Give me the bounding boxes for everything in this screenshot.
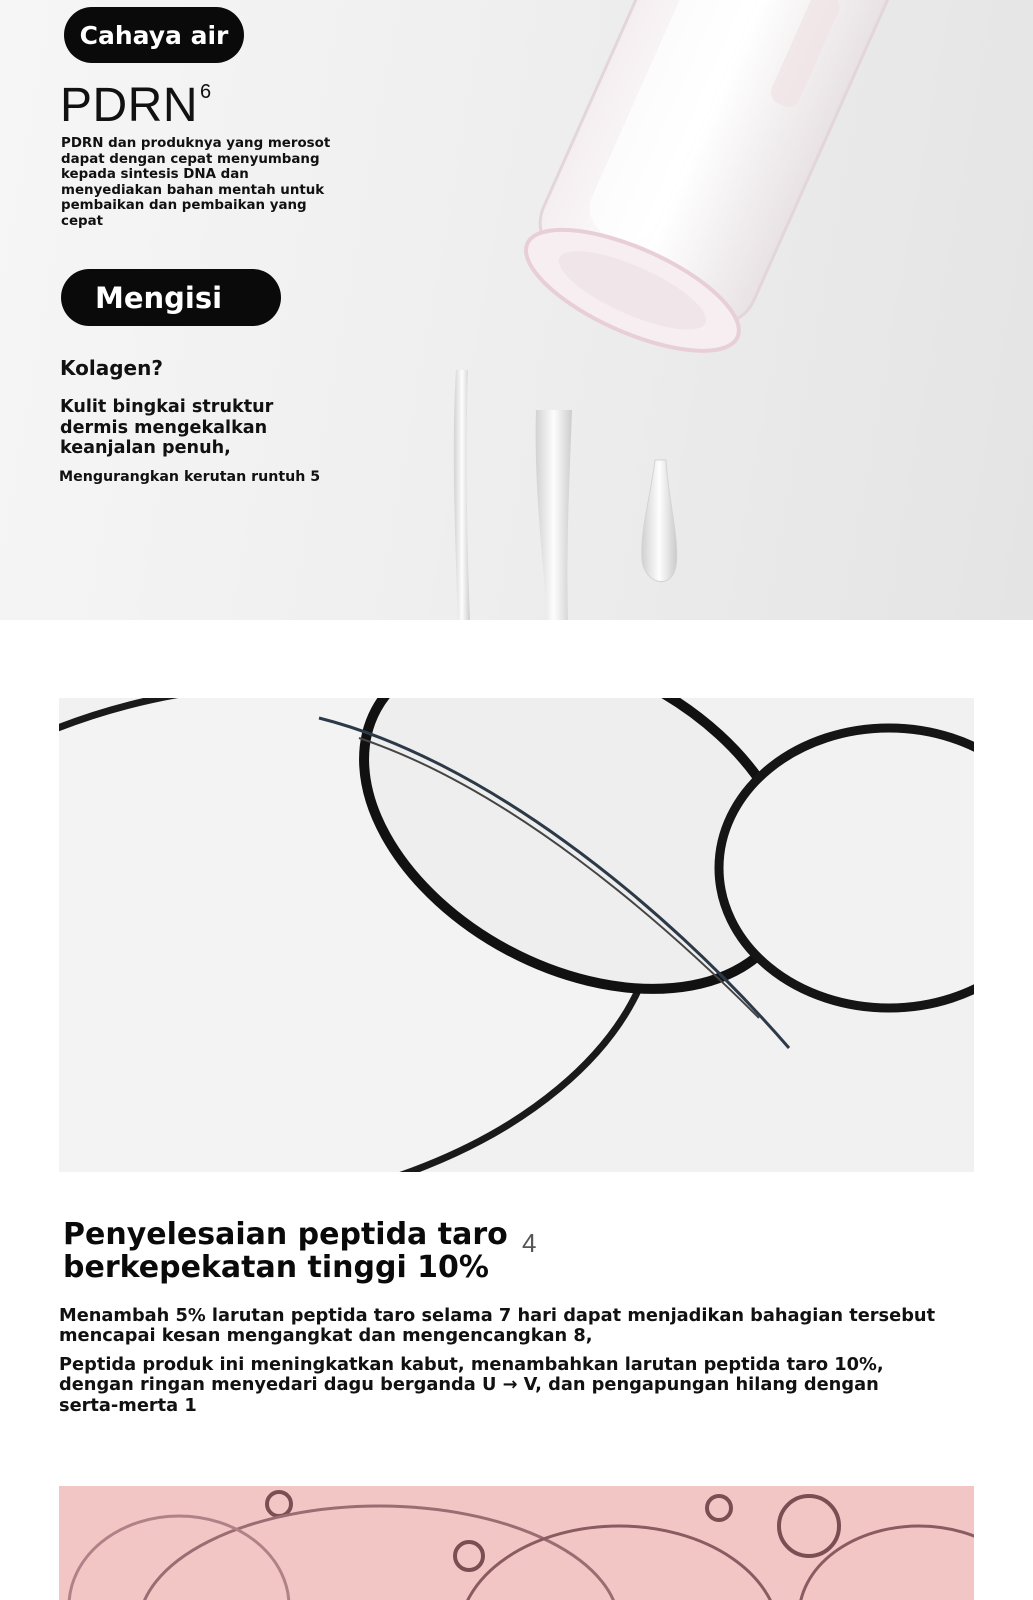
collagen-question: Kolagen?: [60, 356, 163, 380]
pdrn-title-text: PDRN: [60, 79, 199, 132]
peptide-section-title: Penyelesaian peptida taro berkepekatan tinggi 10%: [63, 1217, 508, 1285]
peptide-paragraph-1: Menambah 5% larutan peptida taro selama 7 hari dapat menjadikan bahagian tersebut mencapai kesan mengangkat dan mengencangkan 8,: [59, 1305, 936, 1347]
hero-section: [0, 0, 1033, 620]
bubble-illustration: [59, 698, 974, 1172]
pink-bubble-illustration: [59, 1486, 974, 1600]
peptide-paragraph-2: Peptida produk ini meningkatkan kabut, menambahkan larutan peptida taro 10%, dengan ringan menyedari dagu berganda U → V, dan pengapungan hilang dengan serta-merta 1: [59, 1354, 884, 1416]
water-light-badge-label: Cahaya air: [79, 20, 229, 50]
pdrn-description: PDRN dan produknya yang merosot dapat dengan cepat menyumbang kepada sintesis DNA dan menyediakan bahan mentah untuk pembaikan dan pembaikan yang cepat: [61, 136, 331, 229]
collagen-description: Kulit bingkai struktur dermis mengekalkan keanjalan penuh,: [60, 397, 274, 458]
fill-badge: [61, 269, 281, 326]
footnote-number: 4: [522, 1228, 537, 1258]
bubble-image: [59, 698, 974, 1172]
pdrn-superscript: 6: [200, 81, 212, 103]
collagen-note: Mengurangkan kerutan runtuh 5: [59, 469, 321, 485]
water-light-badge: [64, 7, 244, 63]
pdrn-title: [60, 78, 212, 133]
pink-bubble-image: [59, 1486, 974, 1600]
fill-badge-label: Mengisi: [95, 280, 223, 315]
